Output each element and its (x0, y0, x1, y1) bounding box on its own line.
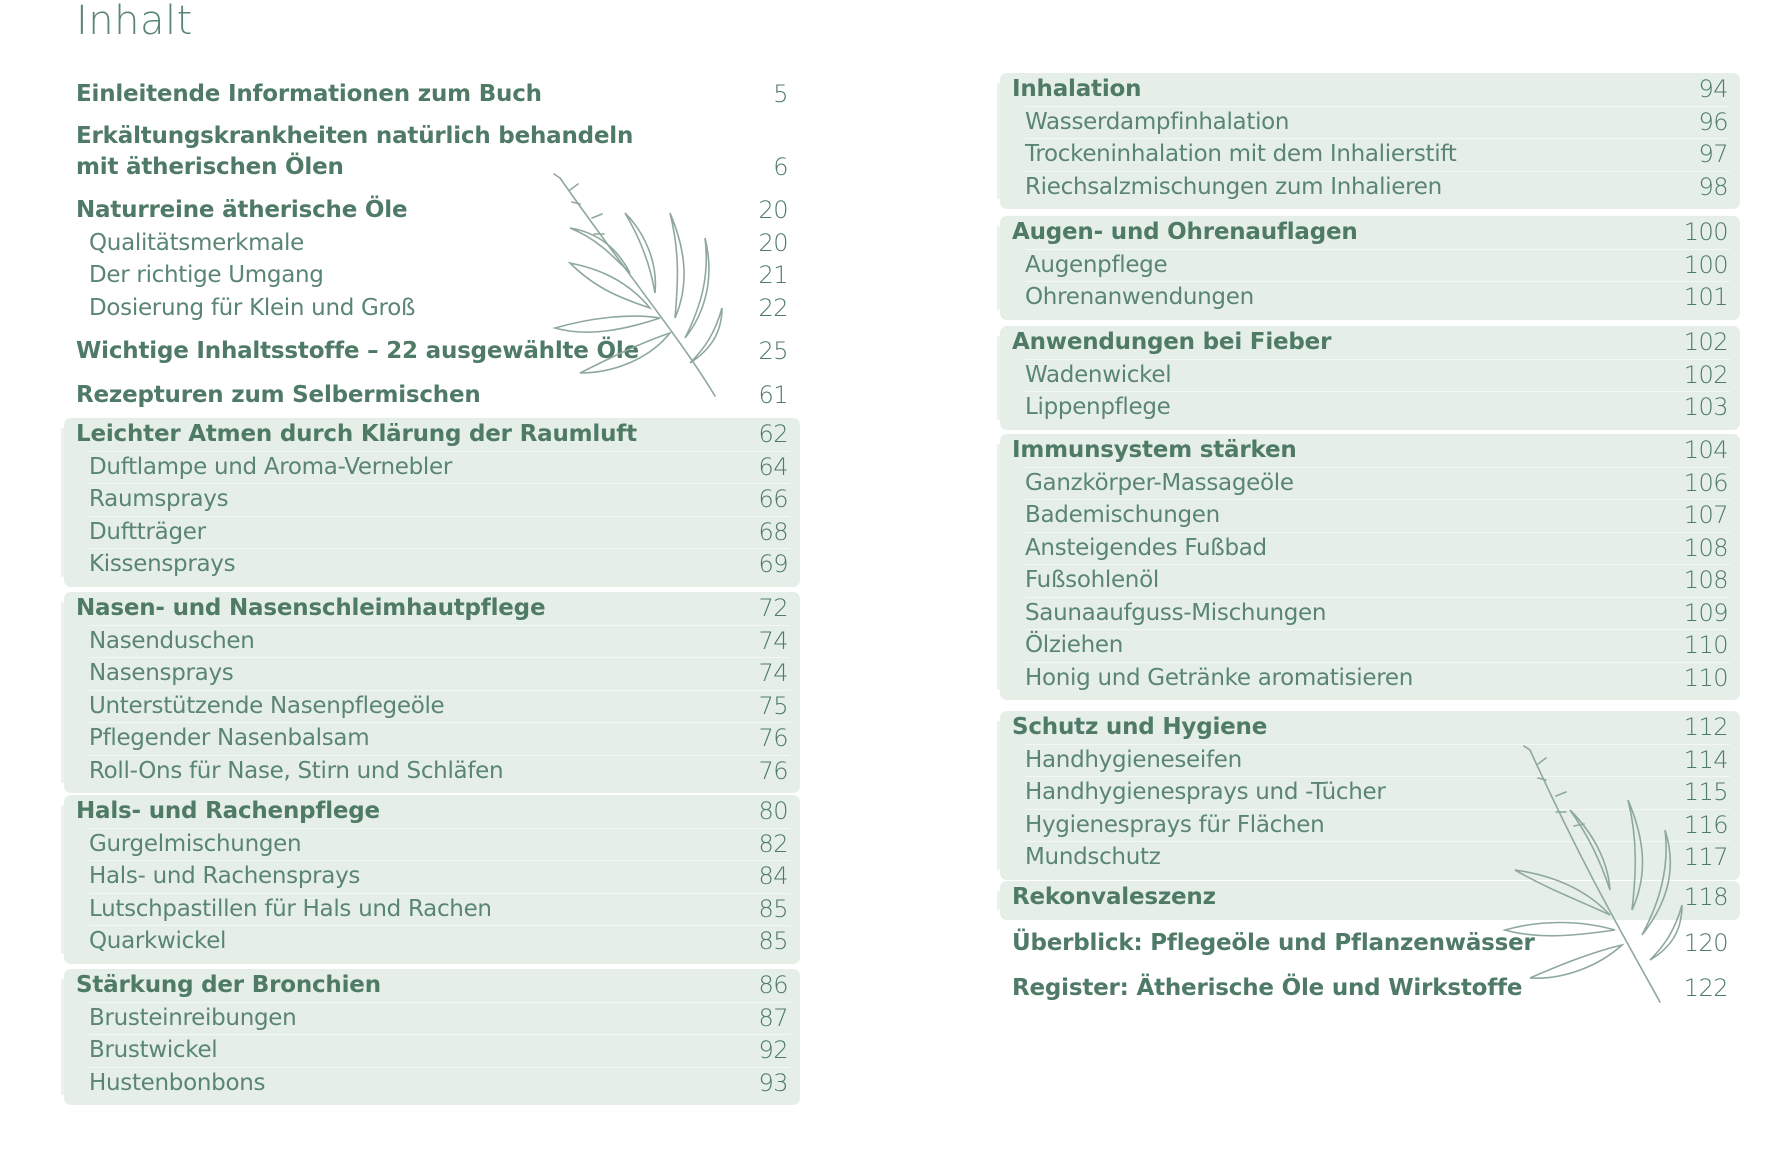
toc-entry-title: Rekonvaleszenz (1012, 884, 1216, 910)
toc-entry-title: Leichter Atmen durch Klärung der Raumluft (76, 421, 637, 447)
toc-entry-title: Roll-Ons für Nase, Stirn und Schläfen (89, 757, 504, 784)
toc-page-number: 61 (758, 381, 788, 409)
toc-entry-title: Kissensprays (89, 551, 236, 577)
toc-page-number: 97 (1698, 140, 1728, 168)
toc-chapter-entry[interactable] (64, 592, 800, 624)
toc-page-number: 74 (758, 626, 788, 655)
toc-page-number: 62 (758, 420, 788, 448)
toc-entry-title: Handhygieneseifen (1025, 746, 1242, 773)
toc-page-number: 118 (1683, 883, 1728, 911)
toc-chapter-entry[interactable] (64, 418, 800, 450)
toc-subentry[interactable] (64, 860, 800, 892)
toc-page-number: 102 (1683, 328, 1728, 356)
toc-entry-title: Honig und Getränke aromatisieren (1025, 664, 1414, 691)
toc-page-number: 100 (1683, 218, 1728, 246)
toc-chapter-entry[interactable] (1000, 881, 1740, 913)
toc-page-number: 110 (1683, 663, 1728, 692)
toc-entry-title: Brusteinreibungen (89, 1004, 297, 1031)
toc-subentry[interactable] (64, 925, 800, 957)
toc-page-number: 115 (1683, 778, 1728, 806)
toc-section (1000, 972, 1740, 1011)
toc-entry-title: Ansteigendes Fußbad (1025, 534, 1267, 561)
toc-page-number: 106 (1683, 468, 1728, 497)
toc-entry-title: Riechsalzmischungen zum Inhalieren (1025, 173, 1442, 200)
toc-page-number: 21 (758, 261, 788, 289)
toc-subentry[interactable] (64, 292, 800, 324)
toc-entry-title: Der richtige Umgang (89, 262, 324, 288)
toc-entry-title: Saunaaufguss-Mischungen (1025, 599, 1327, 626)
toc-subentry[interactable] (1000, 391, 1740, 423)
toc-entry-title: Inhalation (1012, 76, 1142, 102)
toc-page-number: 108 (1683, 533, 1728, 562)
toc-section (64, 121, 800, 189)
toc-chapter-entry[interactable] (64, 121, 800, 183)
toc-chapter-entry[interactable] (64, 335, 800, 367)
toc-section-band (1000, 711, 1740, 880)
toc-entry-title: Unterstützende Nasenpflegeöle (89, 692, 445, 719)
toc-page-number: 76 (758, 756, 788, 785)
toc-entry-title: Ohrenanwendungen (1025, 284, 1254, 310)
toc-chapter-entry[interactable] (64, 795, 800, 827)
toc-entry-title: Einleitende Informationen zum Buch (76, 81, 542, 107)
toc-page-number: 75 (758, 691, 788, 720)
toc-subentry[interactable] (64, 548, 800, 580)
toc-section (64, 379, 800, 418)
toc-subentry[interactable] (1000, 597, 1740, 629)
toc-subentry[interactable] (1000, 138, 1740, 170)
toc-subentry[interactable] (1000, 809, 1740, 841)
toc-subentry[interactable] (1000, 281, 1740, 313)
toc-entry-title: Trockeninhalation mit dem Inhalierstift (1025, 141, 1457, 167)
toc-entry-title: Wadenwickel (1025, 361, 1172, 388)
toc-entry-title: Nasensprays (89, 660, 234, 686)
toc-page-number: 108 (1683, 566, 1728, 594)
toc-section-band (64, 969, 800, 1105)
toc-subentry[interactable] (64, 755, 800, 787)
toc-subentry[interactable] (1000, 662, 1740, 694)
toc-entry-title: Wichtige Inhaltsstoffe – 22 ausgewählte Öle (76, 338, 639, 364)
toc-page-number: 80 (758, 797, 788, 825)
toc-entry-title: Erkältungskrankheiten natürlich behandeln mit ätherischen Ölen (76, 123, 634, 180)
toc-subentry[interactable] (1000, 744, 1740, 776)
toc-page-number: 68 (758, 517, 788, 546)
toc-page-number: 120 (1683, 929, 1728, 957)
toc-page-number: 84 (758, 862, 788, 890)
toc-entry-title: Dosierung für Klein und Groß (89, 294, 416, 321)
toc-subentry[interactable] (64, 1002, 800, 1034)
toc-page-number: 94 (1698, 75, 1728, 103)
toc-entry-title: Register: Ätherische Öle und Wirkstoffe (1012, 975, 1523, 1001)
toc-page-number: 109 (1683, 598, 1728, 627)
toc-subentry[interactable] (1000, 171, 1740, 203)
toc-entry-title: Duftträger (89, 518, 206, 545)
toc-chapter-entry[interactable] (1000, 711, 1740, 743)
toc-chapter-entry[interactable] (1000, 927, 1740, 959)
toc-entry-title: Fußsohlenöl (1025, 567, 1159, 593)
toc-page-number: 117 (1683, 843, 1728, 871)
toc-subentry[interactable] (1000, 564, 1740, 596)
toc-chapter-entry[interactable] (1000, 326, 1740, 358)
toc-page-number: 22 (758, 293, 788, 322)
toc-section-band (64, 795, 800, 964)
toc-chapter-entry[interactable] (64, 78, 800, 110)
toc-section-band (64, 592, 800, 793)
toc-page-number: 85 (758, 894, 788, 923)
toc-page-number: 100 (1683, 250, 1728, 279)
toc-page-number: 102 (1683, 360, 1728, 389)
toc-entry-title: Lippenpflege (1025, 394, 1171, 420)
toc-chapter-entry[interactable] (64, 969, 800, 1001)
toc-chapter-entry[interactable] (64, 379, 800, 411)
toc-page-number: 20 (758, 196, 788, 224)
toc-section (64, 335, 800, 374)
page-title: Inhalt (76, 0, 193, 44)
toc-entry-title: Gurgelmischungen (89, 830, 302, 857)
toc-chapter-entry[interactable] (1000, 434, 1740, 466)
toc-section-band (1000, 326, 1740, 430)
toc-page-number: 114 (1683, 745, 1728, 774)
toc-page-number: 66 (758, 485, 788, 513)
toc-subentry[interactable] (64, 227, 800, 259)
toc-subentry[interactable] (1000, 841, 1740, 873)
toc-section-band (1000, 881, 1740, 920)
toc-subentry[interactable] (64, 690, 800, 722)
toc-page-number: 69 (758, 550, 788, 578)
toc-entry-title: Hals- und Rachenpflege (76, 798, 380, 824)
toc-page-number: 93 (758, 1068, 788, 1097)
toc-subentry[interactable] (64, 828, 800, 860)
toc-page-number: 72 (758, 594, 788, 622)
toc-page-number: 101 (1683, 283, 1728, 311)
toc-chapter-entry[interactable] (1000, 972, 1740, 1004)
toc-subentry[interactable] (1000, 532, 1740, 564)
toc-page-number: 86 (758, 971, 788, 999)
toc-entry-title: Immunsystem stärken (1012, 437, 1297, 463)
toc-subentry[interactable] (64, 1034, 800, 1066)
toc-section-band (1000, 216, 1740, 320)
toc-section-band (64, 418, 800, 587)
toc-subentry[interactable] (1000, 776, 1740, 808)
toc-page-number: 6 (773, 153, 788, 181)
toc-entry-title: Brustwickel (89, 1037, 218, 1063)
toc-subentry[interactable] (64, 451, 800, 483)
toc-page-number: 110 (1683, 631, 1728, 659)
toc-entry-title: Pflegender Nasenbalsam (89, 725, 370, 751)
toc-entry-title: Nasenduschen (89, 627, 255, 654)
toc-subentry[interactable] (64, 657, 800, 689)
toc-chapter-entry[interactable] (1000, 73, 1740, 105)
toc-subentry[interactable] (1000, 359, 1740, 391)
toc-section-band (1000, 434, 1740, 700)
toc-entry-title: Anwendungen bei Fieber (1012, 329, 1332, 355)
toc-subentry[interactable] (1000, 629, 1740, 661)
toc-subentry[interactable] (64, 483, 800, 515)
toc-entry-title: Wasserdampfinhalation (1025, 108, 1290, 135)
toc-page-number: 122 (1683, 974, 1728, 1002)
toc-entry-title: Nasen- und Nasenschleimhautpflege (76, 595, 546, 621)
toc-entry-title: Augen- und Ohrenauflagen (1012, 219, 1358, 245)
toc-entry-title: Lutschpastillen für Hals und Rachen (89, 895, 492, 922)
toc-subentry[interactable] (64, 1067, 800, 1099)
toc-page-number: 87 (758, 1003, 788, 1032)
toc-page-number: 103 (1683, 393, 1728, 421)
toc-entry-title: Schutz und Hygiene (1012, 714, 1268, 740)
toc-page-number: 104 (1683, 436, 1728, 464)
toc-section (64, 194, 800, 330)
toc-page-number: 96 (1698, 107, 1728, 136)
toc-page-number: 76 (758, 724, 788, 752)
toc-chapter-entry[interactable] (64, 194, 800, 226)
toc-page-number: 85 (758, 927, 788, 955)
toc-subentry[interactable] (64, 516, 800, 548)
toc-subentry[interactable] (64, 625, 800, 657)
toc-section-band (1000, 73, 1740, 209)
toc-subentry[interactable] (64, 722, 800, 754)
toc-subentry[interactable] (1000, 249, 1740, 281)
toc-subentry[interactable] (1000, 106, 1740, 138)
toc-subentry[interactable] (1000, 467, 1740, 499)
toc-page-number: 92 (758, 1036, 788, 1064)
toc-entry-title: Hygienesprays für Flächen (1025, 811, 1325, 838)
toc-entry-title: Quarkwickel (89, 928, 227, 954)
toc-page-number: 112 (1683, 713, 1728, 741)
toc-page-number: 5 (773, 80, 788, 108)
toc-entry-title: Duftlampe und Aroma-Vernebler (89, 453, 452, 480)
toc-page-number: 116 (1683, 810, 1728, 839)
toc-section (1000, 927, 1740, 966)
toc-entry-title: Naturreine ätherische Öle (76, 197, 408, 223)
toc-entry-title: Handhygienesprays und -Tücher (1025, 779, 1386, 805)
toc-chapter-entry[interactable] (1000, 216, 1740, 248)
toc-entry-title: Qualitätsmerkmale (89, 229, 304, 256)
toc-entry-title: Ganzkörper-Massageöle (1025, 469, 1294, 496)
toc-page-number: 64 (758, 452, 788, 481)
toc-page-number: 20 (758, 228, 788, 257)
toc-entry-title: Hustenbonbons (89, 1069, 266, 1096)
toc-entry-title: Bademischungen (1025, 502, 1220, 528)
toc-page-number: 74 (758, 659, 788, 687)
toc-entry-title: Ölziehen (1025, 632, 1124, 658)
toc-entry-title: Rezepturen zum Selbermischen (76, 382, 481, 408)
toc-entry-title: Mundschutz (1025, 844, 1161, 870)
toc-entry-title: Hals- und Rachensprays (89, 863, 361, 889)
toc-page-number: 25 (758, 337, 788, 365)
toc-page-number: 98 (1698, 172, 1728, 201)
toc-subentry[interactable] (64, 893, 800, 925)
toc-subentry[interactable] (64, 259, 800, 291)
toc-subentry[interactable] (1000, 499, 1740, 531)
toc-entry-title: Augenpflege (1025, 251, 1168, 278)
toc-entry-title: Überblick: Pflegeöle und Pflanzenwässer (1012, 930, 1535, 956)
toc-entry-title: Raumsprays (89, 486, 229, 512)
toc-page-number: 107 (1683, 501, 1728, 529)
toc-entry-title: Stärkung der Bronchien (76, 972, 381, 998)
toc-page-number: 82 (758, 829, 788, 858)
toc-section (64, 78, 800, 117)
